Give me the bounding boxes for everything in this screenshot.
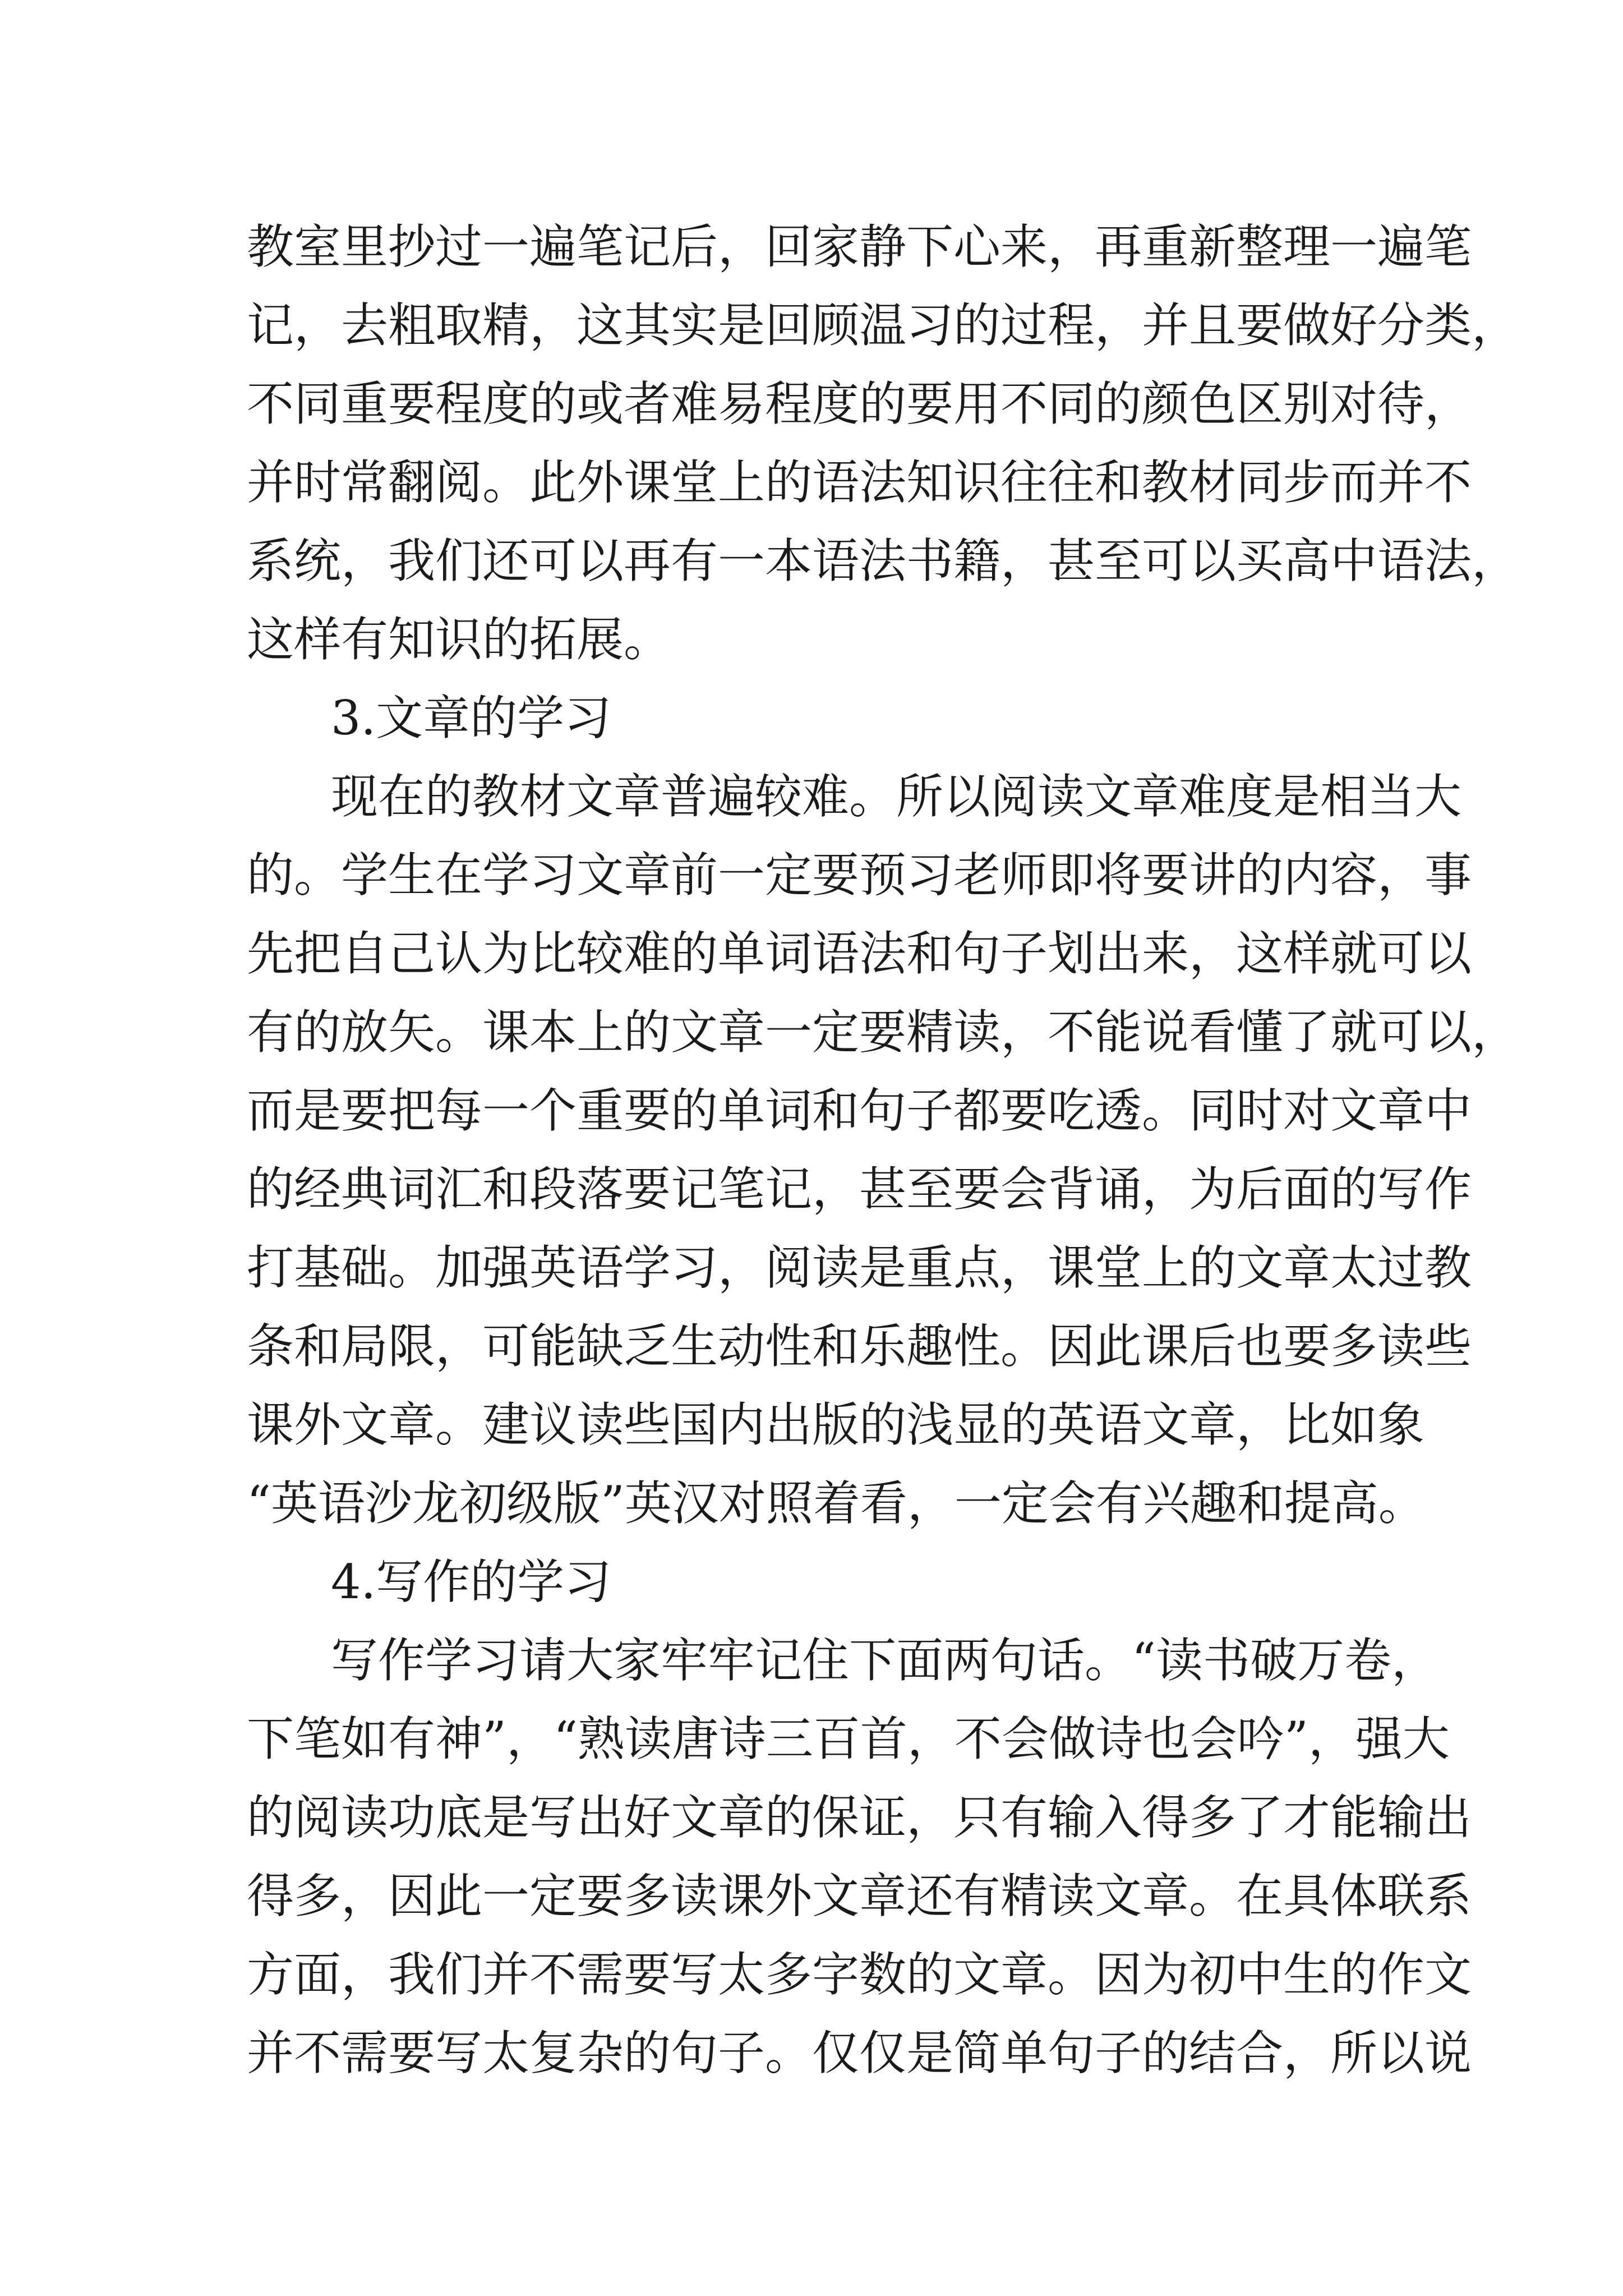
text-line: 并不需要写太复杂的句子。仅仅是简单句子的结合，所以说 <box>247 2026 1472 2081</box>
text-line: 先把自己认为比较难的单词语法和句子划出来，这样就可以 <box>247 926 1472 981</box>
text-line: 打基础。加强英语学习，阅读是重点，课堂上的文章太过教 <box>247 1240 1472 1295</box>
text-line: 而是要把每一个重要的单词和句子都要吃透。同时对文章中 <box>247 1083 1472 1138</box>
text-line: 这样有知识的拓展。 <box>247 612 671 667</box>
text-line: 写作学习请大家牢牢记住下面两句话。“读书破万卷， <box>331 1633 1438 1688</box>
text-line: 记，去粗取精，这其实是回顾温习的过程，并且要做好分类， <box>247 298 1519 353</box>
text-line: 下笔如有神”，“熟读唐诗三百首，不会做诗也会吟”，强大 <box>247 1711 1450 1766</box>
text-line: 方面，我们并不需要写太多字数的文章。因为初中生的作文 <box>247 1947 1472 2002</box>
text-line: 现在的教材文章普遍较难。所以阅读文章难度是相当大 <box>331 769 1462 824</box>
text-line: 有的放矢。课本上的文章一定要精读，不能说看懂了就可以， <box>247 1005 1519 1060</box>
text-line: “英语沙龙初级版”英汉对照着看，一定会有兴趣和提高。 <box>247 1476 1426 1531</box>
text-line: 条和局限，可能缺乏生动性和乐趣性。因此课后也要多读些 <box>247 1319 1472 1374</box>
text-line: 系统，我们还可以再有一本语法书籍，甚至可以买高中语法， <box>247 533 1519 588</box>
text-line: 课外文章。建议读些国内出版的浅显的英语文章，比如象 <box>247 1397 1425 1452</box>
text-line: 得多，因此一定要多读课外文章还有精读文章。在具体联系 <box>247 1869 1472 1924</box>
text-line: 的。学生在学习文章前一定要预习老师即将要讲的内容，事 <box>247 848 1472 903</box>
text-line: 的阅读功底是写出好文章的保证，只有输入得多了才能输出 <box>247 1790 1472 1845</box>
section-heading: 3.文章的学习 <box>331 691 612 746</box>
section-heading: 4.写作的学习 <box>331 1554 612 1609</box>
text-line: 并时常翻阅。此外课堂上的语法知识往往和教材同步而并不 <box>247 455 1472 510</box>
text-line: 不同重要程度的或者难易程度的要用不同的颜色区别对待， <box>247 376 1472 431</box>
text-line: 的经典词汇和段落要记笔记，甚至要会背诵，为后面的写作 <box>247 1162 1472 1217</box>
text-line: 教室里抄过一遍笔记后，回家静下心来，再重新整理一遍笔 <box>247 219 1472 274</box>
